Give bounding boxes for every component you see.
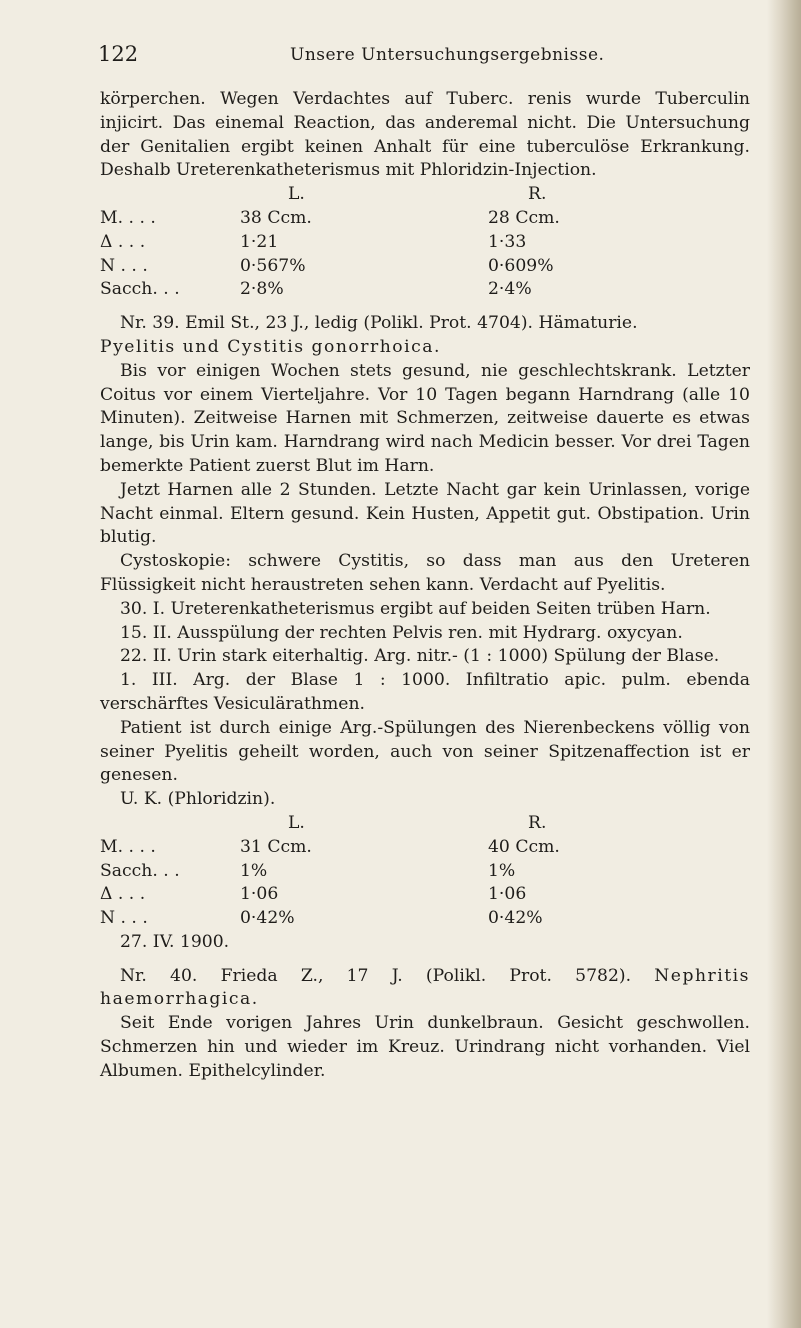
table-2-date: 27. IV. 1900.: [120, 931, 230, 952]
case-39-paragraph: Cystoskopie: schwere Cystitis, so dass man aus den Ureteren Flüssigkeit nicht heraustreten sehen kann. Verdacht auf Pyelitis.: [100, 551, 750, 595]
case-39-paragraph: U. K. (Phloridzin).: [120, 789, 276, 810]
running-title: Unsere Untersuchungsergebnisse.: [290, 45, 605, 65]
right-value: 1%: [488, 860, 516, 881]
row-label: N . . .: [100, 908, 148, 929]
page-number: 122: [98, 42, 139, 66]
lab-table-2-header-right: R.: [528, 812, 547, 833]
left-value: 31 Ccm.: [240, 836, 312, 857]
lab-table-2-header-left: L.: [288, 812, 305, 833]
case-40-diagnosis-a: Nephritis: [654, 965, 750, 986]
table-row: [100, 278, 708, 302]
case-39-paragraph: 22. II. Urin stark eiterhaltig. Arg. nitr.- (1 : 1000) Spülung der Blase.: [120, 646, 720, 667]
case-39-heading: Nr. 39. Emil St., 23 J., ledig (Polikl. Prot. 4704). Hämaturie.: [120, 313, 638, 334]
case-39-paragraph: Patient ist durch einige Arg.-Spülungen des Nierenbeckens völlig von seiner Pyelitis geheilt worden, auch von seiner Spitzenaffection ist er genesen.: [100, 717, 750, 786]
table-row: [100, 860, 708, 884]
left-value: 0·42%: [240, 908, 295, 929]
lab-table-1: [100, 183, 708, 302]
lab-table-1-header: [100, 183, 708, 207]
row-label: Sacch. . .: [100, 860, 180, 881]
left-value: 38 Ccm.: [240, 207, 312, 228]
lab-table-1-header-right: R.: [528, 184, 547, 205]
case-40-diagnosis-b: haemorrhagica.: [100, 989, 259, 1010]
row-label: N . . .: [100, 255, 148, 276]
lab-table-1-header-left: L.: [288, 184, 305, 205]
right-value: 28 Ccm.: [488, 207, 560, 228]
case-39-diagnosis: Pyelitis und Cystitis gonorrhoica.: [100, 336, 441, 357]
row-label: Δ . . .: [100, 884, 146, 905]
right-value: 0·609%: [488, 255, 554, 276]
case-39-paragraph: Bis vor einigen Wochen stets gesund, nie geschlechtskrank. Letzter Coitus vor einem Vierteljahre. Vor 10 Tagen begann Harndrang (alle 10 Minuten). Zeitweise Harnen mit Schmerzen, zeitweise dauerte es etwas lange, bis Urin kam. Harndrang wird nach Medicin besser. Vor drei Tagen bemerkte Patient zuerst Blut im Harn.: [100, 360, 750, 476]
case-40-title: Nr. 40. Frieda Z., 17 J. (Polikl. Prot. 5782).: [120, 965, 632, 986]
lab-table-2: [100, 812, 708, 931]
right-value: 1·06: [488, 884, 527, 905]
table-row: [100, 907, 708, 931]
right-value: 2·4%: [488, 279, 532, 300]
page-header: [98, 42, 738, 72]
table-row: [100, 231, 708, 255]
left-value: 1%: [240, 860, 268, 881]
case-40-paragraph: Seit Ende vorigen Jahres Urin dunkelbraun. Gesicht geschwollen. Schmerzen hin und wieder im Kreuz. Urindrang nicht vorhanden. Viel Albumen. Epithelcylinder.: [100, 1013, 750, 1081]
left-value: 2·8%: [240, 279, 284, 300]
right-value: 1·33: [488, 231, 527, 252]
right-value: 0·42%: [488, 908, 543, 929]
case-40-heading: [100, 965, 750, 1013]
table-row: [100, 836, 708, 860]
row-label: Sacch. . .: [100, 279, 180, 300]
right-value: 40 Ccm.: [488, 836, 560, 857]
case-39-paragraph: 30. I. Ureterenkatheterismus ergibt auf beiden Seiten trüben Harn.: [120, 598, 711, 619]
page-body: [100, 88, 750, 1084]
page-edge-shadow: [767, 0, 801, 1328]
case-39-paragraph: 1. III. Arg. der Blase 1 : 1000. Infiltratio apic. pulm. ebenda verschärftes Vesiculärathmen.: [100, 670, 750, 714]
row-label: M. . . .: [100, 207, 156, 228]
table-row: [100, 207, 708, 231]
row-label: Δ . . .: [100, 231, 146, 252]
table-row: [100, 883, 708, 907]
case-39-paragraph: Jetzt Harnen alle 2 Stunden. Letzte Nacht gar kein Urinlassen, vorige Nacht einmal. Eltern gesund. Kein Husten, Appetit gut. Obstipation. Urin blutig.: [100, 479, 750, 548]
left-value: 0·567%: [240, 255, 306, 276]
left-value: 1·06: [240, 884, 279, 905]
left-value: 1·21: [240, 231, 279, 252]
row-label: M. . . .: [100, 836, 156, 857]
case-39-paragraph: 15. II. Ausspülung der rechten Pelvis ren. mit Hydrarg. oxycyan.: [120, 622, 683, 643]
lab-table-2-header: [100, 812, 708, 836]
intro-paragraph: körperchen. Wegen Verdachtes auf Tuberc. renis wurde Tuberculin injicirt. Das einemal Reaction, das anderemal nicht. Die Untersuchung der Genitalien ergibt keinen Anhalt für eine tuberculöse Erkrankung. Deshalb Ureterenkatheterismus mit Phloridzin-Injection.: [100, 89, 750, 181]
table-row: [100, 255, 708, 279]
